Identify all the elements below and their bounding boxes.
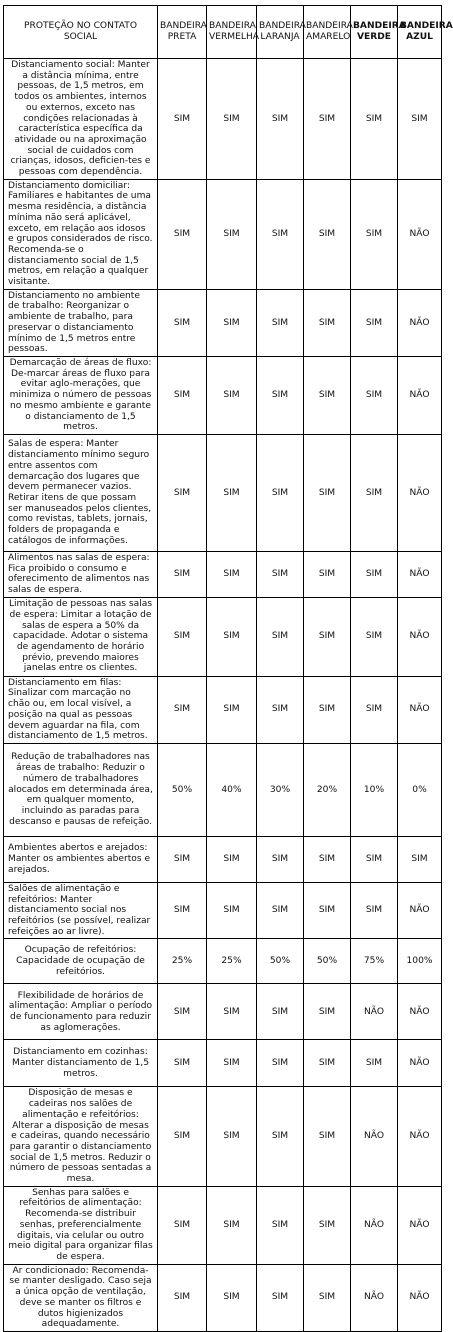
flag-value-cell: SIM — [158, 179, 207, 289]
flag-value-cell: SIM — [304, 1087, 351, 1186]
flag-value-cell: SIM — [158, 984, 207, 1040]
header-flag-5 — [351, 6, 406, 59]
table-row — [4, 1186, 442, 1264]
flag-value-cell: SIM — [351, 179, 398, 289]
flag-value-cell: 25% — [158, 939, 207, 984]
flag-value-cell: SIM — [207, 551, 257, 597]
flag-value-cell: SIM — [158, 356, 207, 434]
flag-value-cell: SIM — [207, 882, 257, 939]
flag-value-cell: NÃO — [398, 289, 442, 356]
header-flag-3 — [257, 6, 304, 59]
flag-value-cell: SIM — [351, 289, 398, 356]
flag-value-cell: SIM — [158, 551, 207, 597]
flag-value-cell: SIM — [304, 356, 351, 434]
flag-value-cell: SIM — [207, 59, 257, 180]
table-row — [4, 882, 442, 939]
flag-value-cell: SIM — [158, 59, 207, 180]
header-flag-color: LARANJA — [260, 32, 300, 42]
flag-value-cell: SIM — [351, 356, 398, 434]
flag-value-cell: SIM — [158, 434, 207, 551]
header-protection-label: PROTEÇÃO NO CONTATO SOCIAL — [4, 6, 158, 59]
table-row — [4, 434, 442, 551]
protection-measure-description: Distanciamento no ambiente de trabalho: Reorganizar o ambiente de trabalho, para preservar o distanciamento mínimo de 1,5 metros entre pessoas. — [4, 289, 158, 356]
flag-value-cell: SIM — [257, 1186, 304, 1264]
flag-value-cell: 25% — [207, 939, 257, 984]
flag-value-cell: SIM — [207, 597, 257, 676]
flag-value-cell: SIM — [304, 1186, 351, 1264]
table-row — [4, 743, 442, 836]
flag-value-cell: SIM — [257, 882, 304, 939]
protection-measure-description: Alimentos nas salas de espera: Fica proibido o consumo e oferecimento de alimentos nas salas de espera. — [4, 551, 158, 597]
flag-value-cell: SIM — [304, 676, 351, 743]
flag-value-cell: SIM — [304, 289, 351, 356]
flag-value-cell: NÃO — [398, 1087, 442, 1186]
flag-value-cell: SIM — [351, 1040, 398, 1087]
table-row — [4, 984, 442, 1040]
protection-measure-description: Redução de trabalhadores nas áreas de trabalho: Reduzir o número de trabalhadores alocados em determinada área, em qualquer momento, incluindo as paradas para descanso e pausas de refeição. — [4, 743, 158, 836]
flag-value-cell: 75% — [351, 939, 398, 984]
flag-value-cell: SIM — [257, 1040, 304, 1087]
flag-value-cell: SIM — [304, 551, 351, 597]
flag-value-cell: SIM — [158, 1087, 207, 1186]
flag-value-cell: SIM — [158, 836, 207, 882]
header-flag-color: VERMELHA — [209, 32, 260, 42]
flag-value-cell: 0% — [398, 743, 442, 836]
flag-value-cell: NÃO — [398, 179, 442, 289]
flag-value-cell: SIM — [158, 676, 207, 743]
header-flag-2 — [207, 6, 260, 59]
flag-value-cell: SIM — [304, 836, 351, 882]
flag-value-cell: NÃO — [398, 1186, 442, 1264]
flag-value-cell: SIM — [158, 882, 207, 939]
protection-measure-description: Salas de espera: Manter distanciamento mínimo seguro entre assentos com demarcação dos lugares que devem permanecer vazios. Retirar itens de que possam ser manuseados pelos clientes, como revistas, tablets, jornais, folders de propaganda e catálogos de informações. — [4, 434, 158, 551]
flag-value-cell: SIM — [207, 1040, 257, 1087]
table-row — [4, 179, 442, 289]
flag-value-cell: NÃO — [398, 984, 442, 1040]
flag-value-cell: SIM — [257, 1264, 304, 1331]
protection-measure-description: Distanciamento em filas: Sinalizar com marcação no chão ou, em local visível, a posição na qual as pessoas devem aguardar na fila, com distanciamento de 1,5 metros. — [4, 676, 158, 743]
header-flag-word: BANDEIRA — [209, 21, 256, 32]
table-row — [4, 1087, 442, 1186]
flag-value-cell: NÃO — [398, 551, 442, 597]
protection-measure-description: Limitação de pessoas nas salas de espera: Limitar a lotação de salas de espera a 50% da capacidade. Adotar o sistema de agendamento de horário prévio, prevendo maiores janelas entre os clientes. — [4, 597, 158, 676]
flag-value-cell: SIM — [351, 59, 398, 180]
header-flag-color: AMARELO — [306, 32, 351, 42]
header-flag-word: BANDEIRA — [353, 21, 406, 32]
table-row — [4, 289, 442, 356]
flag-value-cell: SIM — [351, 676, 398, 743]
flag-value-cell: SIM — [257, 836, 304, 882]
flag-value-cell: SIM — [207, 836, 257, 882]
flag-value-cell: NÃO — [351, 1186, 398, 1264]
header-flag-word: BANDEIRA — [306, 21, 353, 32]
protection-measure-description: Senhas para salões e refeitórios de alimentação: Recomenda-se distribuir senhas, preferencialmente digitais, via celular ou outro meio digital para organizar filas de espera. — [4, 1186, 158, 1264]
table-row — [4, 356, 442, 434]
header-flag-color: VERDE — [356, 32, 391, 42]
flag-value-cell: SIM — [351, 836, 398, 882]
header-flag-6 — [398, 6, 453, 59]
flag-value-cell: SIM — [158, 1264, 207, 1331]
flag-value-cell: SIM — [158, 1186, 207, 1264]
protection-measure-description: Ocupação de refeitórios: Capacidade de ocupação de refeitórios. — [4, 939, 158, 984]
table-row — [4, 1264, 442, 1331]
contact-protection-table — [3, 5, 453, 1332]
table-header-row — [4, 6, 442, 59]
flag-value-cell: SIM — [207, 1264, 257, 1331]
flag-value-cell: SIM — [158, 1040, 207, 1087]
table-row — [4, 551, 442, 597]
flag-value-cell: SIM — [304, 597, 351, 676]
table-body — [4, 59, 442, 1332]
flag-value-cell: SIM — [257, 597, 304, 676]
header-flag-word: BANDEIRA — [400, 21, 453, 32]
flag-value-cell: 30% — [257, 743, 304, 836]
protection-measure-description: Flexibilidade de horários de alimentação: Ampliar o período de funcionamento para reduzir as aglomerações. — [4, 984, 158, 1040]
flag-value-cell: SIM — [207, 434, 257, 551]
flag-value-cell: SIM — [304, 59, 351, 180]
flag-value-cell: SIM — [158, 289, 207, 356]
table-row — [4, 59, 442, 180]
flag-value-cell: SIM — [257, 434, 304, 551]
table-row — [4, 1040, 442, 1087]
flag-value-cell: 10% — [351, 743, 398, 836]
protection-measure-description: Distanciamento domiciliar: Familiares e habitantes de uma mesma residência, a distância mínima não será aplicável, exceto, em relação aos idosos e grupos considerados de risco. Recomenda-se o distanciamento social de 1,5 metros, em relação a qualquer visitante. — [4, 179, 158, 289]
protection-measure-description: Distanciamento em cozinhas: Manter distanciamento de 1,5 metros. — [4, 1040, 158, 1087]
flag-value-cell: SIM — [351, 882, 398, 939]
flag-value-cell: SIM — [257, 676, 304, 743]
flag-value-cell: NÃO — [398, 356, 442, 434]
flag-value-cell: SIM — [304, 882, 351, 939]
flag-value-cell: SIM — [398, 59, 442, 180]
header-flag-4 — [304, 6, 351, 59]
flag-value-cell: SIM — [304, 179, 351, 289]
protection-measure-description: Distanciamento social: Manter a distância mínima, entre pessoas, de 1,5 metros, em todos os ambientes, internos ou externos, exceto nas condições relacionadas à característica específica da atividade ou na aproximação social de cuidados com crianças, idosos, deficien-tes e pessoas com dependência. — [4, 59, 158, 180]
protection-measure-description: Ambientes abertos e arejados: Manter os ambientes abertos e arejados. — [4, 836, 158, 882]
flag-value-cell: SIM — [351, 434, 398, 551]
protection-measure-description: Ar condicionado: Recomenda-se manter desligado. Caso seja a única opção de ventilação, deve se manter os filtros e dutos higienizados adequadamente. — [4, 1264, 158, 1331]
flag-value-cell: SIM — [207, 179, 257, 289]
flag-value-cell: SIM — [257, 356, 304, 434]
flag-value-cell: NÃO — [351, 984, 398, 1040]
flag-value-cell: 50% — [304, 939, 351, 984]
flag-value-cell: SIM — [207, 984, 257, 1040]
flag-value-cell: SIM — [304, 1040, 351, 1087]
flag-value-cell: SIM — [207, 356, 257, 434]
flag-value-cell: SIM — [257, 1087, 304, 1186]
flag-value-cell: SIM — [398, 836, 442, 882]
flag-value-cell: SIM — [257, 551, 304, 597]
table-row — [4, 676, 442, 743]
flag-value-cell: 100% — [398, 939, 442, 984]
flag-value-cell: SIM — [207, 289, 257, 356]
flag-value-cell: SIM — [207, 1186, 257, 1264]
flag-value-cell: NÃO — [398, 1040, 442, 1087]
flag-value-cell: NÃO — [351, 1264, 398, 1331]
flag-value-cell: SIM — [207, 1087, 257, 1186]
protection-measure-description: Salões de alimentação e refeitórios: Manter distanciamento social nos refeitórios (se possível, realizar refeições ao ar livre). — [4, 882, 158, 939]
flag-value-cell: NÃO — [398, 882, 442, 939]
table-row — [4, 939, 442, 984]
flag-value-cell: SIM — [257, 984, 304, 1040]
header-flag-1 — [158, 6, 207, 59]
table-row — [4, 597, 442, 676]
flag-value-cell: NÃO — [398, 676, 442, 743]
flag-value-cell: NÃO — [398, 597, 442, 676]
flag-value-cell: 50% — [158, 743, 207, 836]
flag-value-cell: SIM — [257, 289, 304, 356]
flag-value-cell: SIM — [351, 551, 398, 597]
flag-value-cell: SIM — [207, 676, 257, 743]
header-flag-word: BANDEIRA — [259, 21, 306, 32]
flag-value-cell: 20% — [304, 743, 351, 836]
flag-value-cell: 40% — [207, 743, 257, 836]
flag-value-cell: SIM — [304, 1264, 351, 1331]
flag-value-cell: SIM — [304, 984, 351, 1040]
flag-value-cell: 50% — [257, 939, 304, 984]
flag-value-cell: NÃO — [398, 1264, 442, 1331]
flag-value-cell: SIM — [158, 597, 207, 676]
protection-measure-description: Disposição de mesas e cadeiras nos salões de alimentação e refeitórios: Alterar a disposição de mesas e cadeiras, quando necessário para garantir o distanciamento social de 1,5 metros. Reduzir o número de pessoas sentadas a mesa. — [4, 1087, 158, 1186]
flag-value-cell: SIM — [304, 434, 351, 551]
table-row — [4, 836, 442, 882]
flag-value-cell: SIM — [257, 179, 304, 289]
header-flag-word: BANDEIRA — [160, 21, 207, 32]
flag-value-cell: NÃO — [398, 434, 442, 551]
protection-measure-description: Demarcação de áreas de fluxo: De-marcar áreas de fluxo para evitar aglo-merações, que minimiza o número de pessoas no mesmo ambiente e garante o distanciamento de 1,5 metros. — [4, 356, 158, 434]
header-flag-color: PRETA — [167, 32, 197, 42]
flag-value-cell: NÃO — [351, 1087, 398, 1186]
header-flag-color: AZUL — [406, 32, 433, 42]
flag-value-cell: SIM — [351, 597, 398, 676]
flag-value-cell: SIM — [257, 59, 304, 180]
